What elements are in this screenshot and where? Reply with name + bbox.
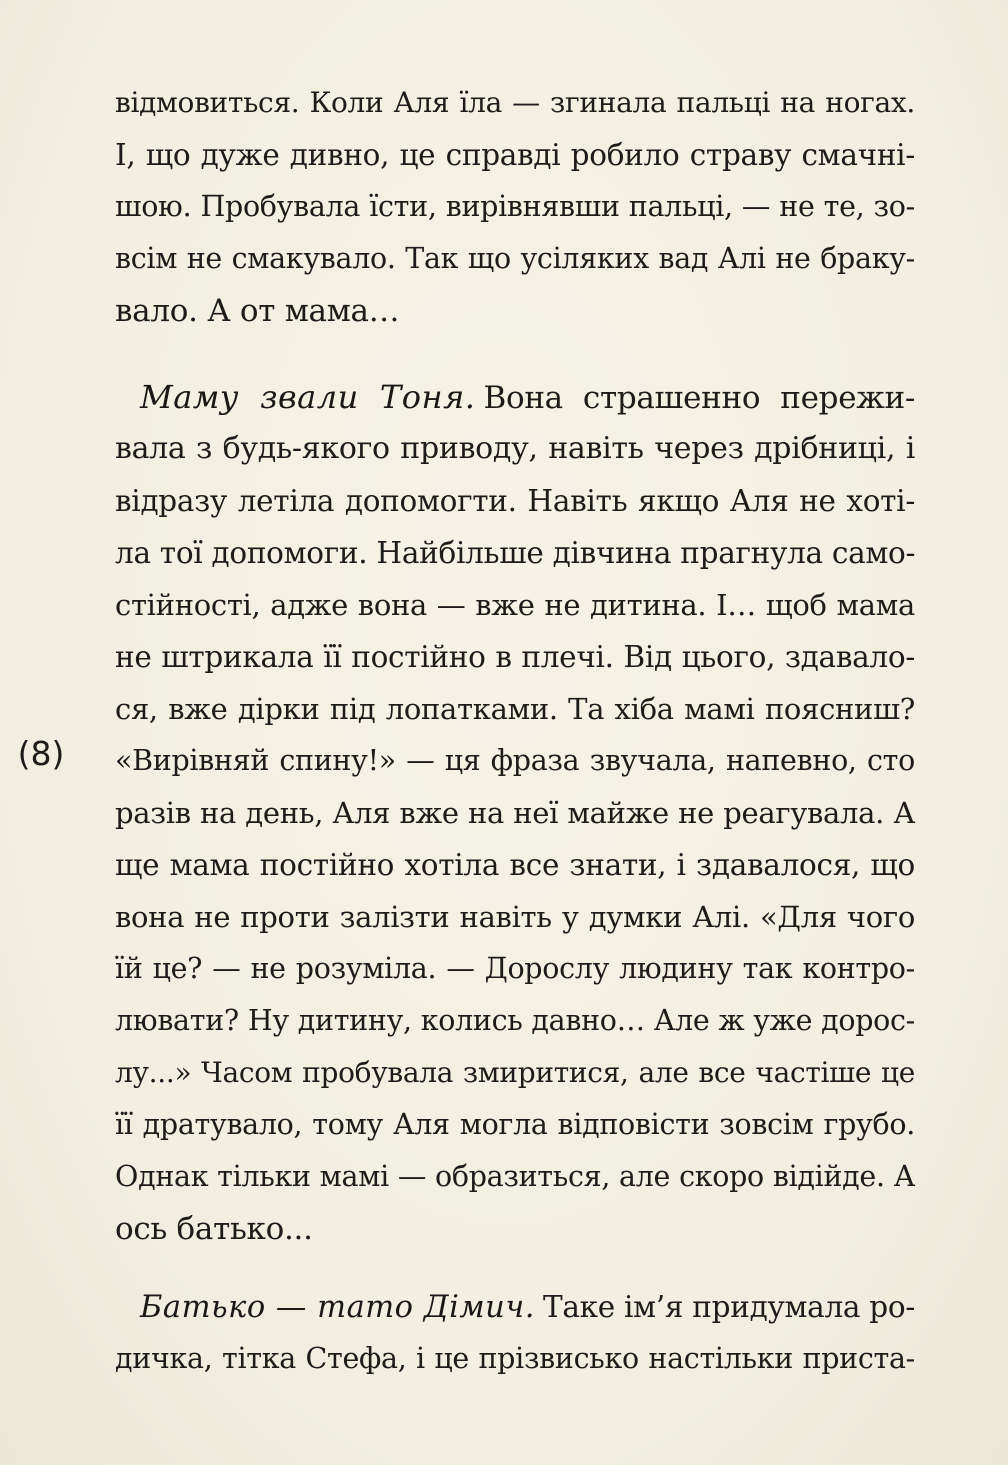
- text-line: вона не проти залізти навіть у думки Алі. «Для чого: [115, 900, 915, 934]
- text-line: «Вирівняй спину!» — ця фраза звучала, напевно, сто: [115, 744, 915, 777]
- text-line: вала з будь-якого приводу, навіть через дрібниці, і: [115, 431, 915, 466]
- text-fragment: Таке ім’я придумала ро-: [542, 1290, 916, 1324]
- text-line: лювати? Ну дитину, колись давно… Але ж уже дорос-: [115, 1004, 915, 1037]
- text-line: шою. Пробувала їсти, вирівнявши пальці, — не те, зо-: [115, 190, 915, 223]
- text-line: її дратувало, тому Аля могла відповісти зовсім грубо.: [115, 1108, 915, 1141]
- text-fragment: Вона страшенно пережи-: [483, 380, 915, 416]
- text-line: дичка, тітка Стефа, і це прізвисько настільки приста-: [115, 1342, 915, 1375]
- text-line: разів на день, Аля вже на неї майже не реагувала. А: [115, 796, 915, 830]
- paragraph-lead-script: Маму звали Тоня.: [140, 378, 476, 416]
- paragraph-first-line: [140, 1281, 915, 1333]
- text-line: лу...» Часом пробувала змиритися, але все частіше це: [115, 1056, 915, 1089]
- text-line: ще мама постійно хотіла все знати, і здавалося, що: [115, 848, 915, 882]
- page-number: (8): [17, 734, 65, 773]
- paragraph-lead-script: Батько — тато Дімич.: [140, 1290, 535, 1325]
- text-line: стійності, адже вона — вже не дитина. І… щоб мама: [115, 588, 915, 622]
- text-line: ось батько...: [115, 1211, 313, 1247]
- text-line: відразу летіла допомогти. Навіть якщо Аля не хоті-: [115, 484, 915, 518]
- text-line: вало. А от мама…: [115, 293, 400, 329]
- text-line: І, що дуже дивно, це справді робило страву смачні-: [115, 138, 915, 172]
- paragraph-first-line: [140, 371, 915, 423]
- text-line: не штрикала її постійно в плечі. Від цього, здавало-: [115, 640, 915, 674]
- text-line: їй це? — не розуміла. — Дорослу людину так контро-: [115, 952, 915, 985]
- text-line: відмовиться. Коли Аля їла — згинала пальці на ногах.: [115, 86, 915, 119]
- text-line: ла тої допомоги. Найбільше дівчина прагнула само-: [115, 536, 916, 570]
- text-line: всім не смакувало. Так що усіляких вад Алі не браку-: [115, 242, 915, 275]
- text-line: ся, вже дірки під лопатками. Та хіба мамі поясниш?: [115, 692, 915, 726]
- text-line: Однак тільки мамі — образиться, але скоро відійде. А: [115, 1160, 915, 1193]
